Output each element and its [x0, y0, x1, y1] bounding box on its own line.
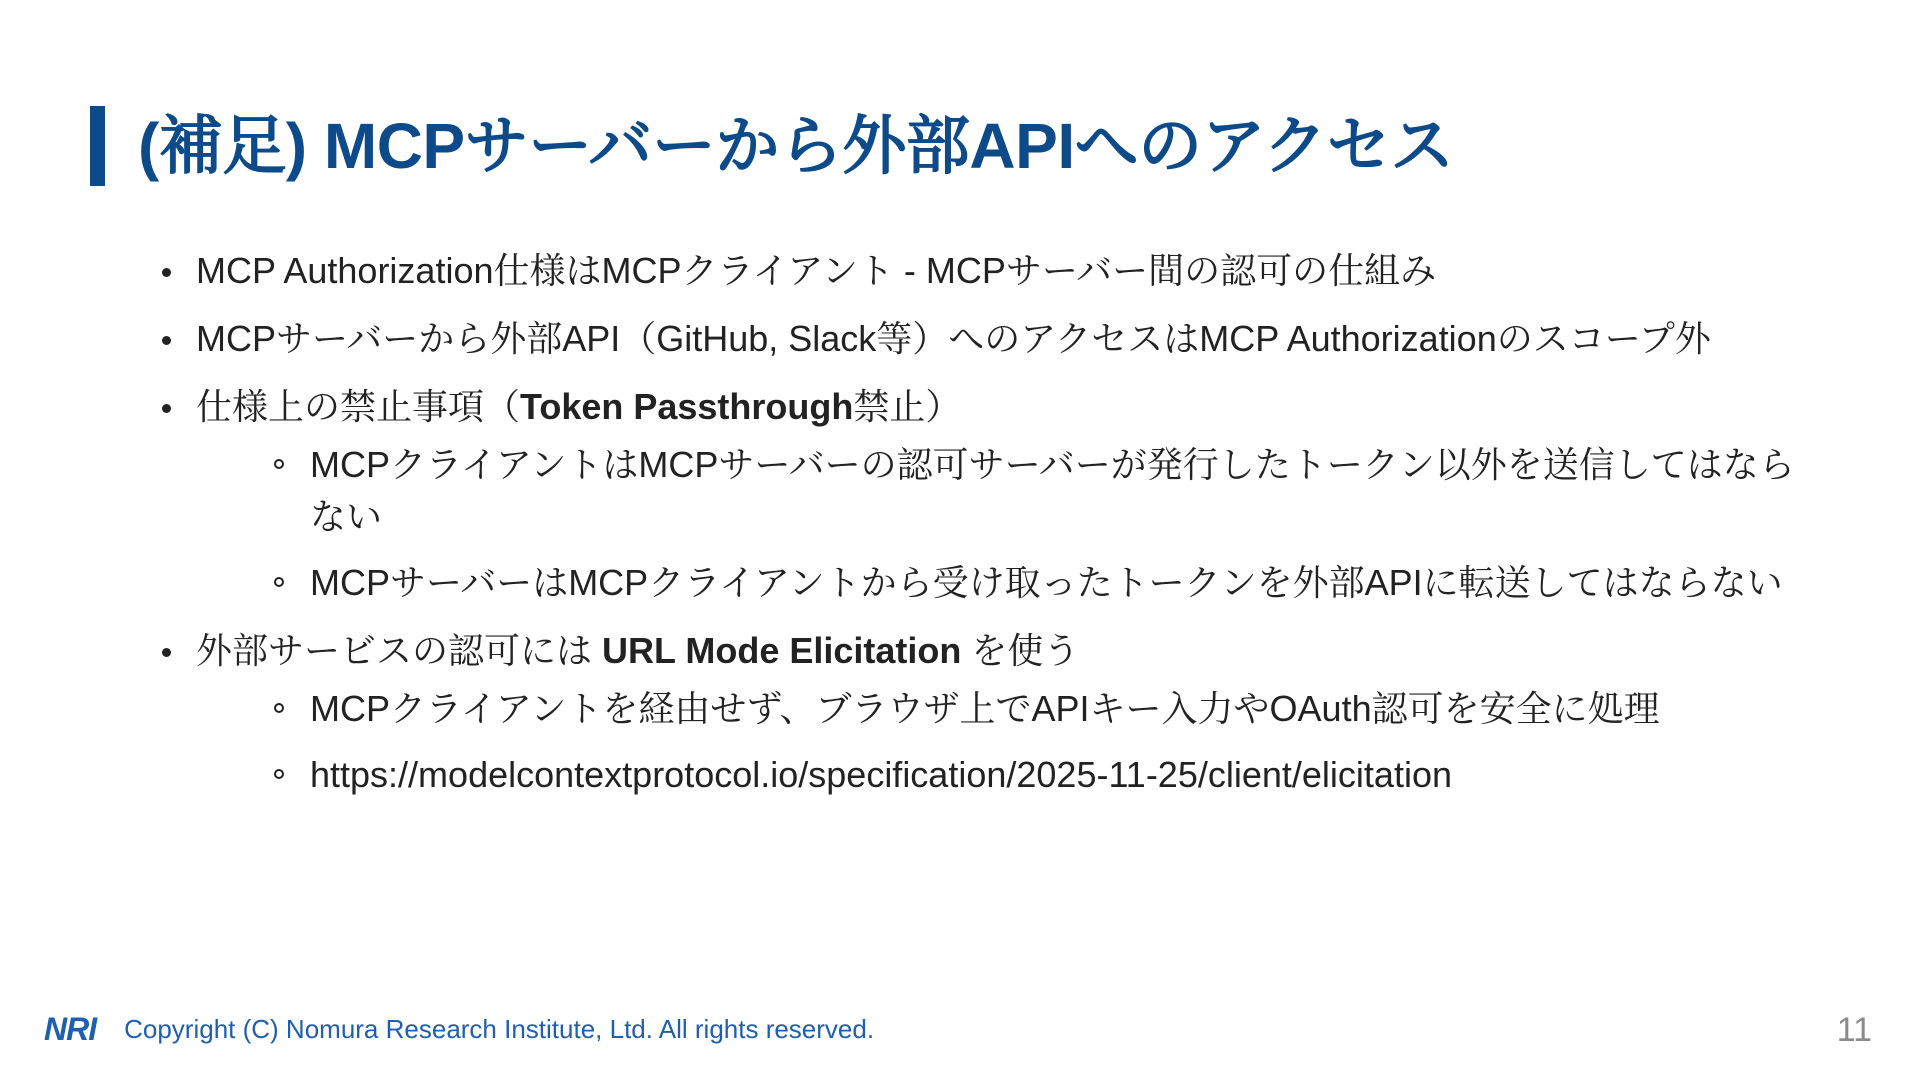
- list-item: [160, 381, 1820, 609]
- sub-bullet-list: [196, 683, 1820, 801]
- bullet-text-strong: URL Mode Elicitation: [602, 630, 962, 671]
- bullet-circle-icon: [274, 769, 284, 779]
- bullet-text-strong: Token Passthrough: [520, 386, 854, 427]
- bullet-text-prefix: 外部サービスの認可には: [196, 630, 603, 671]
- bullet-text-suffix: 禁止）: [853, 386, 962, 427]
- sub-bullet-text: MCPサーバーはMCPクライアントから受け取ったトークンを外部APIに転送してはならない: [310, 562, 1783, 603]
- sub-bullet-text: MCPクライアントを経由せず、ブラウザ上でAPIキー入力やOAuth認可を安全に処理: [310, 688, 1660, 729]
- sub-list-item: [274, 557, 1820, 609]
- spec-link[interactable]: https://modelcontextprotocol.io/specification/2025-11-25/client/elicitation: [310, 754, 1452, 795]
- bullet-list: [160, 245, 1820, 801]
- bullet-dot-icon: [162, 268, 171, 277]
- sub-list-item: [274, 749, 1820, 801]
- list-item: [160, 313, 1820, 365]
- bullet-text-suffix: を使う: [961, 630, 1080, 671]
- copyright-text: Copyright (C) Nomura Research Institute, Ltd. All rights reserved.: [124, 1014, 875, 1044]
- footer: [44, 1011, 874, 1048]
- bullet-circle-icon: [274, 703, 284, 713]
- slide-title: (補足) MCPサーバーから外部APIへのアクセス: [138, 110, 1454, 182]
- bullet-text: MCPサーバーから外部API（GitHub, Slack等）へのアクセスはMCP Authorizationのスコープ外: [196, 318, 1711, 359]
- sub-bullet-text: MCPクライアントはMCPサーバーの認可サーバーが発行したトークン以外を送信してはならない: [310, 444, 1795, 537]
- sub-list-item: [274, 439, 1820, 543]
- bullet-circle-icon: [274, 459, 284, 469]
- bullet-circle-icon: [274, 577, 284, 587]
- bullet-dot-icon: [162, 404, 171, 413]
- bullet-text: MCP Authorization仕様はMCPクライアント - MCPサーバー間の認可の仕組み: [196, 250, 1437, 291]
- list-item: [160, 625, 1820, 801]
- bullet-dot-icon: [162, 336, 171, 345]
- sub-bullet-list: [196, 439, 1820, 609]
- bullet-text-prefix: 仕様上の禁止事項（: [196, 386, 521, 427]
- list-item: [160, 245, 1820, 297]
- nri-logo: NRI: [44, 1011, 97, 1047]
- page-number: 11: [1836, 1011, 1872, 1049]
- sub-list-item: [274, 683, 1820, 735]
- title-accent-bar: [90, 106, 105, 186]
- bullet-dot-icon: [162, 648, 171, 657]
- slide-content: [160, 245, 1820, 817]
